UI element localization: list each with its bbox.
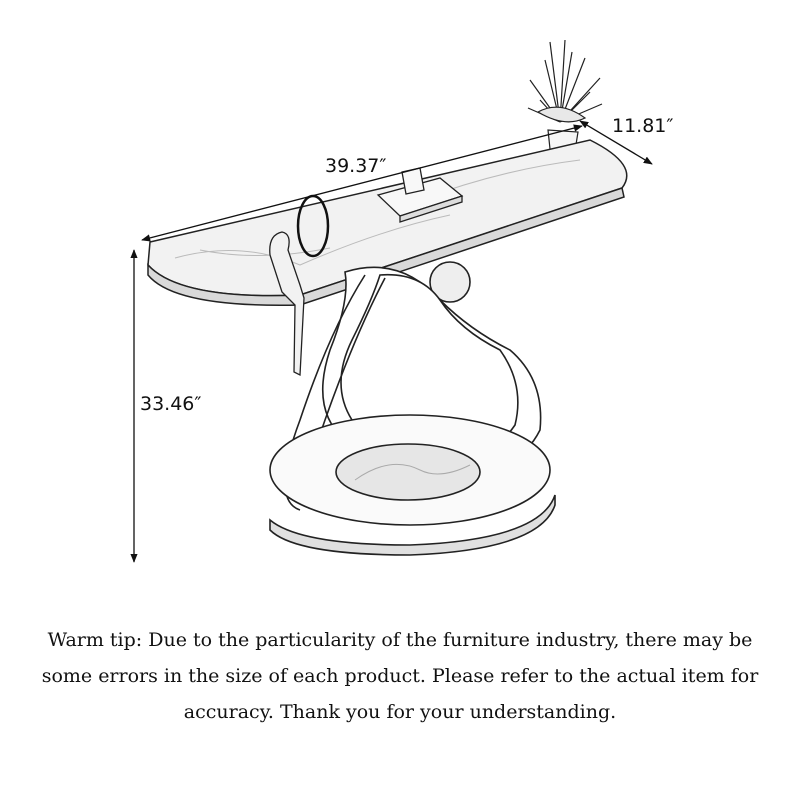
warm-tip-line-1: Warm tip: Due to the particularity of the furniture industry, there may be bbox=[47, 629, 753, 651]
warm-tip-line-3: accuracy. Thank you for your understanding. bbox=[183, 701, 617, 723]
table-base bbox=[270, 262, 555, 555]
width-label: 39.37″ bbox=[325, 155, 387, 177]
height-label: 33.46″ bbox=[140, 393, 202, 415]
warm-tip-text bbox=[40, 622, 760, 730]
warm-tip-line-2: some errors in the size of each product. Please refer to the actual item for bbox=[41, 665, 759, 687]
depth-label: 11.81″ bbox=[612, 115, 674, 137]
